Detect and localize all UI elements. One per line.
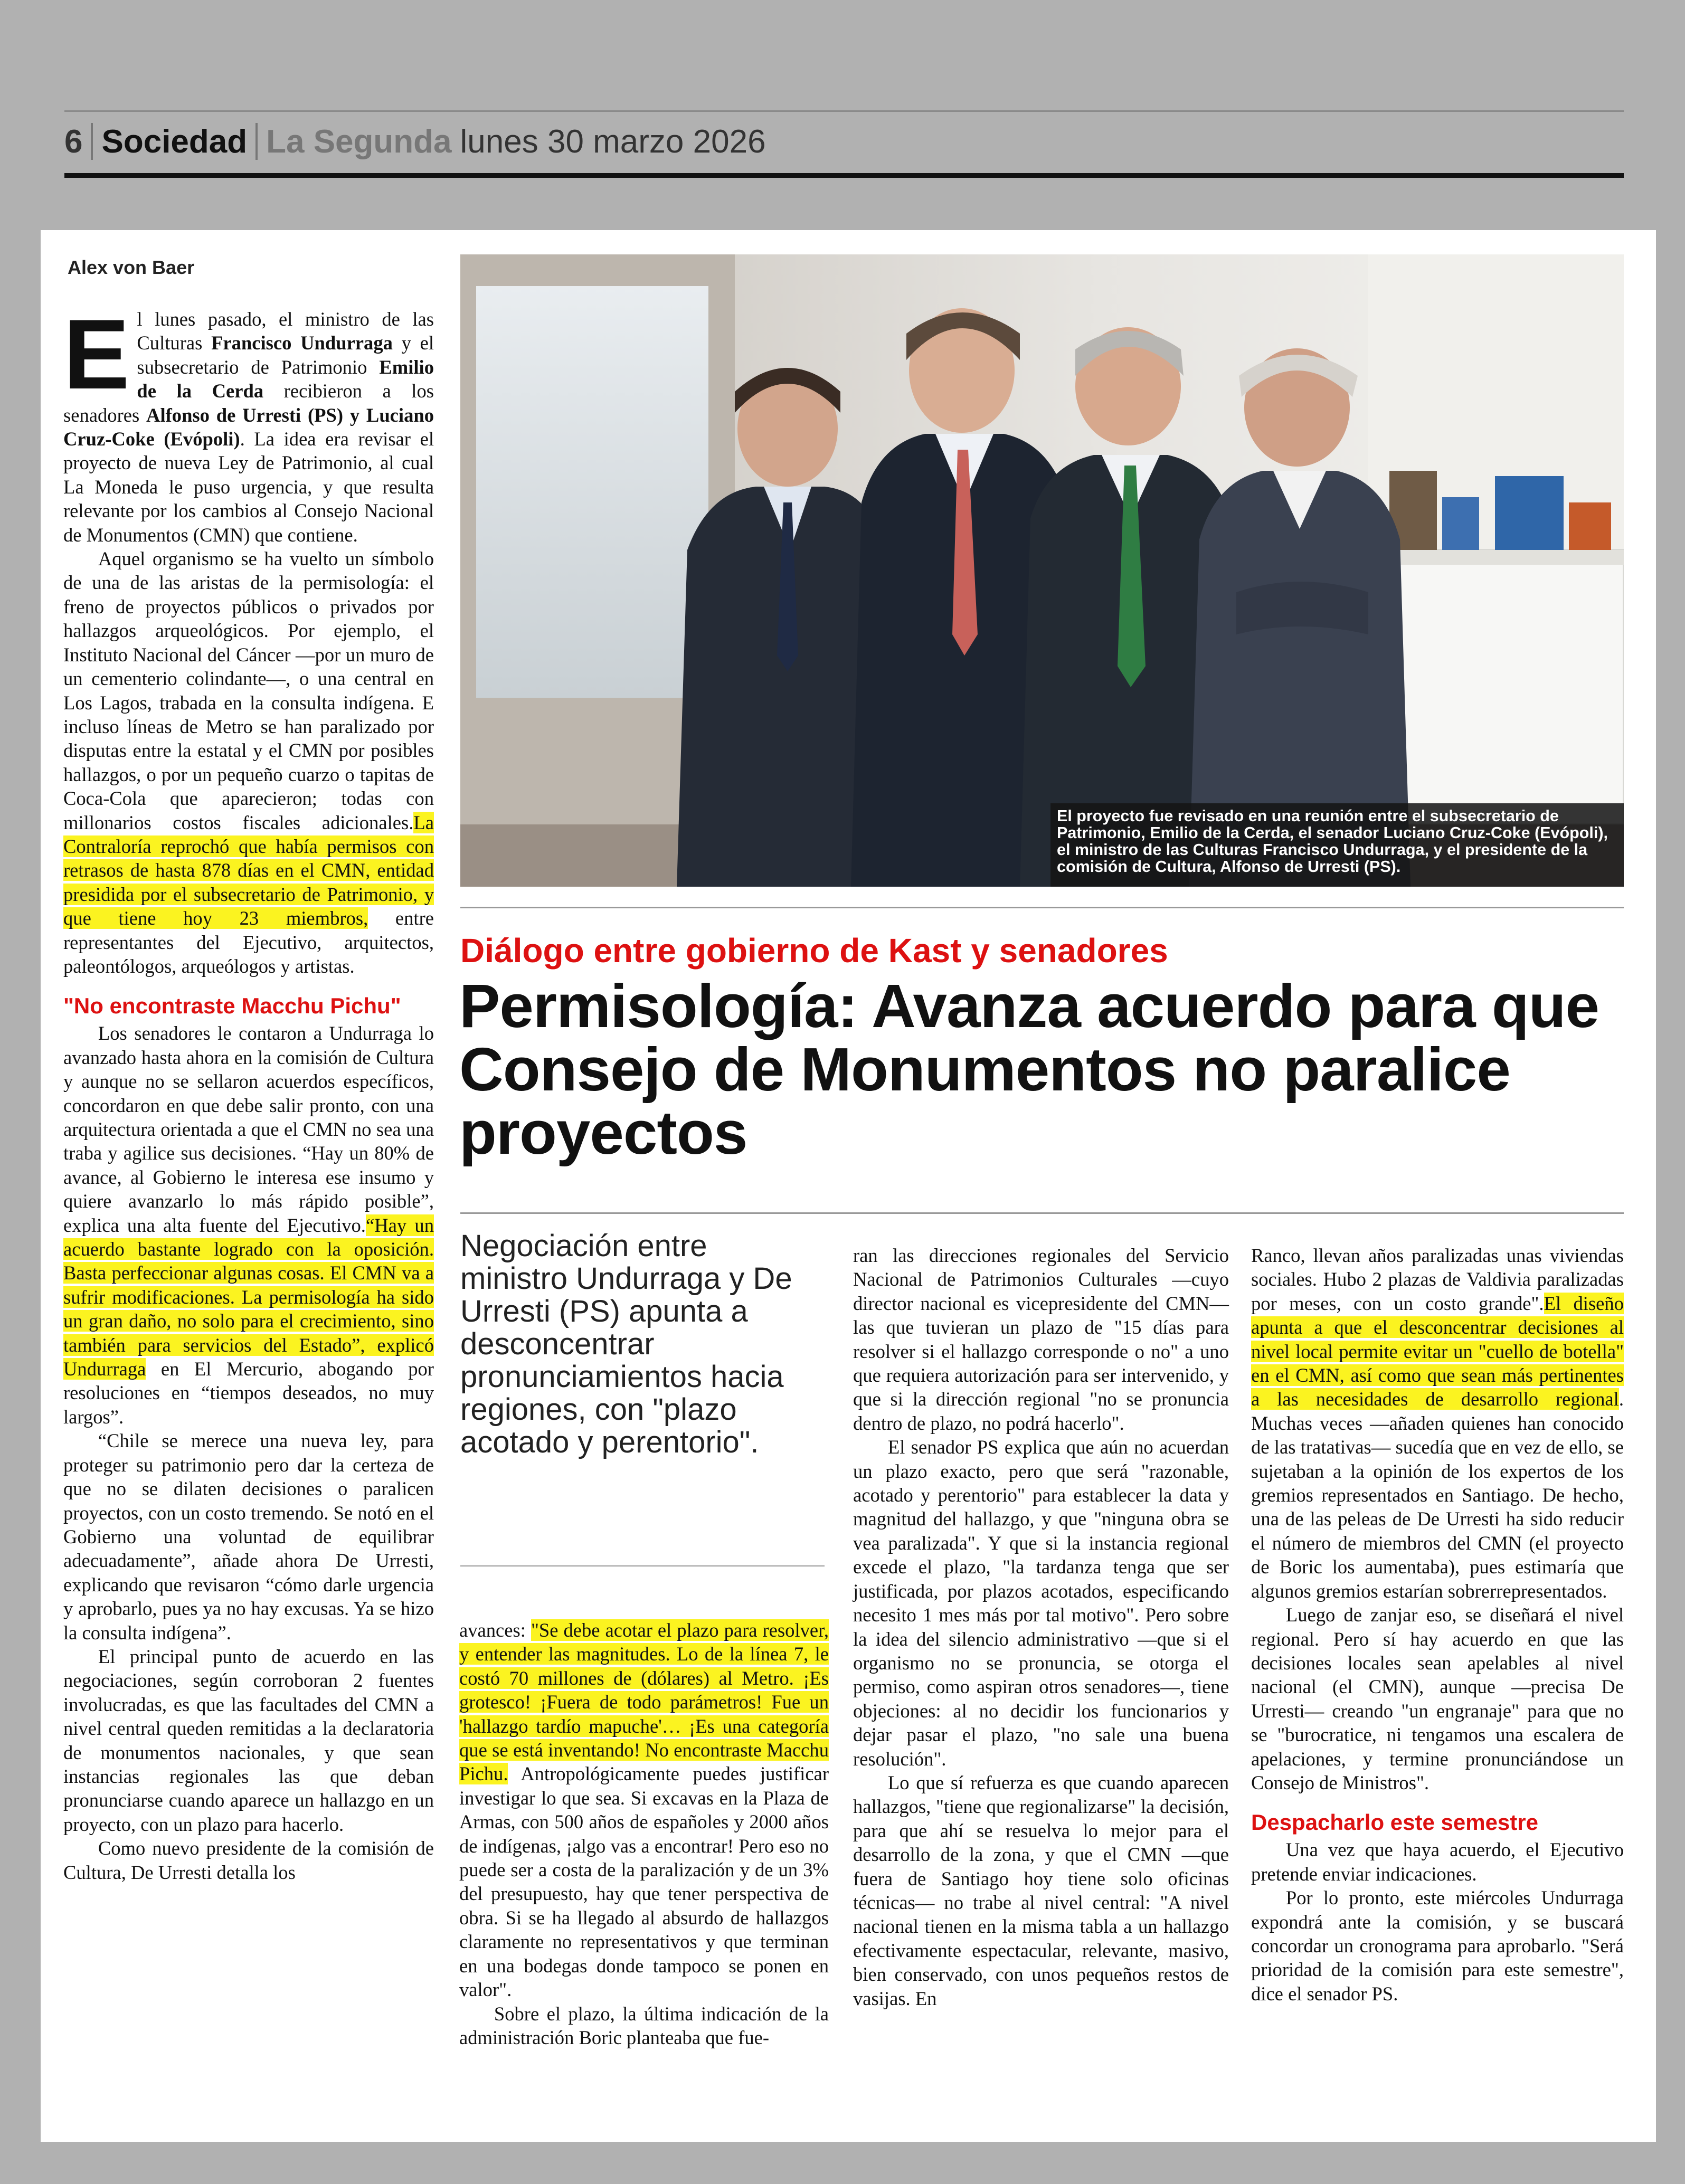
paragraph: Por lo pronto, este miércoles Undurraga expondrá ante la comisión, y se buscará concordar un cronograma para aprobarlo. "Será prioridad de la comisión para este semestre", dice el senador PS. [1251,1887,1624,2005]
paragraph: Aquel organismo se ha vuelto un símbolo de una de las aristas de la permisología: el freno de proyectos públicos o privados por hallazgos arqueológicos. Por ejemplo, el Instituto Nacional del Cáncer —por un muro de un cementerio colindante—, o una central en Los Lagos, trabada en la consulta indígena. E incluso líneas de Metro se han paralizado por disputas entre la estatal y el CMN por posibles hallazgos, o por un pequeño cuarzo o tapitas de Coca-Cola que aparecieron; todas con millonarios costos fiscales adicionales.La Contraloría reprochó que había permisos con retrasos de hasta 878 días en el CMN, entidad presidida por el subsecretario de Patrimonio, y que tiene hoy 23 miembros, entre representantes del Ejecutivo, arquitectos, paleontólogos, arqueólogos y artistas. [63,548,434,977]
paragraph: Lo que sí refuerza es que cuando aparecen hallazgos, "tiene que regionalizarse" la decisión, para que ahí se resuelva lo mejor para el desarrollo de la zona, y que el CMN —que fuera de Santiago hoy tiene solo oficinas técnicas— no trabe al nivel central: "A nivel nacional tienen en la misma tabla a un hallazgo efectivamente espectacular, relevante, masivo, bien conservado, con unos pequeños restos de vasijas. En [853,1771,1229,2009]
lede-rule [460,1565,825,1566]
issue-date: lunes 30 marzo 2026 [460,123,766,160]
paragraph: El lunes pasado, el ministro de las Culturas Francisco Undurraga y el subsecretario de Patrimonio Emilio de la Cerda recibieron a los senadores Alfonso de Urresti (PS) y Luciano Cruz-Coke (Evópoli). La idea era revisar el proyecto de nueva Ley de Patrimonio, al cual La Moneda le puso urgencia, y que resulta relevante por los cambios al Consejo Nacional de Monumentos (CMN) que contiene. [63,299,434,546]
headline: Permisología: Avanza acuerdo para que Consejo de Monumentos no paralice proyectos [459,972,1599,1167]
publication-name: La Segunda [266,123,452,160]
subheading: "No encontraste Macchu Pichu" [63,993,401,1019]
text-column-2 [459,1618,829,2049]
paragraph: avances: "Se debe acotar el plazo para resolver, y entender las magnitudes. Lo de la línea 7, le costó 70 millones de (dólares) al Metro. ¡Es grotesco! ¡Fuera de todo parámetros! Fue un 'hallazgo tardío mapuche'… ¡Es una categoría que se está inventando! No encontraste Macchu Pichu. Antropológicamente puedes justificar investigar lo que sea. Si excavas en la Plaza de Armas, con 500 años de españoles y 2000 años de indígenas, ¡algo vas a encontrar! Pero eso no puede ser a costa de la paralización y de un 3% del presupuesto, hay que tener perspectiva de obra. Si se ha llegado al absurdo de hallazgos claramente no representativos y que terminan en una bodegas donde tampoco se ponen en valor". [459,1619,829,2001]
lede: Negociación entre ministro Undurraga y De Urresti (PS) apunta a desconcentrar pronunciamientos hacia regiones, con "plazo acotado y perentorio". [460,1229,792,1459]
paragraph: ran las direcciones regionales del Servicio Nacional de Patrimonios Culturales —cuyo director nacional es vicepresidente del CMN— las que tuvieran un plazo de "15 días para resolver si el hallazgo corresponde o no" a uno que requiera autorización para ser intervenido, y que si la dirección regional "no se pronuncia dentro de plazo, no podrá hacerlo". [853,1245,1229,1434]
paragraph: El principal punto de acuerdo en las negociaciones, según corroboran 2 fuentes involucradas, es que las facultades del CMN a nivel central queden remitidas a la declaratoria de monumentos nacionales, y que sean instancias regionales las que deban pronunciarse cuando aparece un hallazgo en un proyecto, con un plazo para hacerlo. [63,1645,434,1835]
paragraph: Los senadores le contaron a Undurraga lo avanzado hasta ahora en la comisión de Cultura y aunque no se sellaron acuerdos específicos, concordaron en que debe salir pronto, con una arquitectura orientada a que el CMN no sea una traba y agilice sus decisiones. “Hay un 80% de avance, al Gobierno le interesa ese insumo y quiere avanzarlo lo más rápido posible”, explica una alta fuente del Ejecutivo.“Hay un acuerdo bastante logrado con la oposición. Basta perfeccionar algunas cosas. El CMN va a sufrir modificaciones. La permisología ha sido un gran daño, no solo para el crecimiento, sino también para servicios del Estado”, explicó Undurraga en El Mercurio, abogando por resoluciones en “tiempos deseados, no muy largos”. [63,1022,434,1428]
paragraph: Como nuevo presidente de la comisión de Cultura, De Urresti detalla los [63,1837,434,1883]
subheading: Despacharlo este semestre [1251,1810,1538,1835]
paragraph: Luego de zanjar eso, se diseñará el nivel regional. Pero sí hay acuerdo en que las decisiones locales sean apelables al nivel nacional (el CMN), aunque —precisa De Urresti— creando "un engranaje" para que no se "burocratice, ni tengamos una escalera de apelaciones, y termine pronunciándose un Consejo de Ministros". [1251,1604,1624,1793]
page-number: 6 [64,123,83,160]
kicker: Diálogo entre gobierno de Kast y senadores [460,932,1168,970]
page-header [64,115,766,168]
header-rule-bottom [64,173,1624,178]
text-column-3 [853,1243,1229,2010]
byline: Alex von Baer [68,257,195,278]
highlighted-text: La Contraloría reprochó que había permisos con retrasos de hasta 878 días en el CMN, entidad presidida por el subsecretario de Patrimonio, y que tiene hoy 23 miembros, [63,811,434,929]
highlighted-text: "Se debe acotar el plazo para resolver, y entender las magnitudes. Lo de la línea 7, le costó 70 millones de (dólares) al Metro. ¡Es grotesco! ¡Fuera de todo parámetros! Fue un 'hallazgo tardío mapuche'… ¡Es una categoría que se está inventando! No encontraste Macchu Pichu. [459,1619,829,1785]
paragraph: Ranco, llevan años paralizadas unas viviendas sociales. Hubo 2 plazas de Valdivia paralizadas por meses, con un costo grande".El diseño apunta a que el desconcentrar decisiones al nivel local permite evitar un "cuello de botella" en el CMN, así como que sean más pertinentes a las necesidades de desarrollo regional. Muchas veces —añaden quienes han conocido de las tratativas— sucedía que en vez de ello, se sujetaban a la opinión de los expertos de los gremios representados en Santiago. De hecho, una de las peleas de De Urresti ha sido reducir el número de miembros del CMN (el proyecto de Boric los aumentaba), pues estimaría que algunos gremios estarían sobrerrepresentados. [1251,1245,1624,1602]
section-rule [460,907,1624,908]
paragraph: El senador PS explica que aún no acuerdan un plazo exacto, pero que será "razonable, acotado y perentorio" para establecer la data y magnitud del hallazgo, y que "ninguna obra se vea paralizada". Y que si la instancia regional excede el plazo, "la tardanza tenga que ser justificada, por plazos acotados, especificando necesito 1 mes más por tal motivo". Pero sobre la idea del silencio administrativo —que si el organismo no se pronuncia, se otorga el permiso, como aspiran otros senadores—, tiene objeciones: al no decidir los funcionarios y dejar pasar el plazo, "no sale una buena resolución". [853,1436,1229,1770]
section-name: Sociedad [101,123,248,160]
text-column-1 [63,299,434,1884]
paragraph: Una vez que haya acuerdo, el Ejecutivo pretende enviar indicaciones. [1251,1839,1624,1885]
paragraph: “Chile se merece una nueva ley, para proteger su patrimonio pero dar la certeza de que no se dilaten decisiones o paralicen proyectos, con un costo tremendo. Se notó en el Gobierno una voluntad de equilibrar adecuadamente”, añade ahora De Urresti, explicando que revisaron “cómo darle urgencia y aprobarlo, pues ya no hay excusas. Ya se hizo la consulta indígena”. [63,1430,434,1644]
highlighted-text: “Hay un acuerdo bastante logrado con la oposición. Basta perfeccionar algunas cosas. El CMN va a sufrir modificaciones. La permisología ha sido un gran daño, no solo para el crecimiento, sino también para servicios del Estado”, explicó Undurraga [63,1214,434,1380]
header-separator [91,123,93,160]
paragraph: Sobre el plazo, la última indicación de la administración Boric planteaba que fue- [459,2002,829,2048]
header-rule-top [64,110,1624,112]
photo-caption: El proyecto fue revisado en una reunión entre el subsecretario de Patrimonio, Emilio de la Cerda, el senador Luciano Cruz-Coke (Evópoli), el ministro de las Culturas Francisco Undurraga, y el presidente de la comisión de Cultura, Alfonso de Urresti (PS). [1050,803,1624,887]
headline-rule [460,1212,1624,1214]
text-column-4 [1251,1243,1624,2006]
highlighted-text: El diseño apunta a que el desconcentrar decisiones al nivel local permite evitar un "cuello de botella" en el CMN, así como que sean más pertinentes a las necesidades de desarrollo regional [1251,1292,1624,1410]
drop-cap: E [63,299,130,410]
header-separator [255,123,258,160]
article-photo [460,254,1624,887]
